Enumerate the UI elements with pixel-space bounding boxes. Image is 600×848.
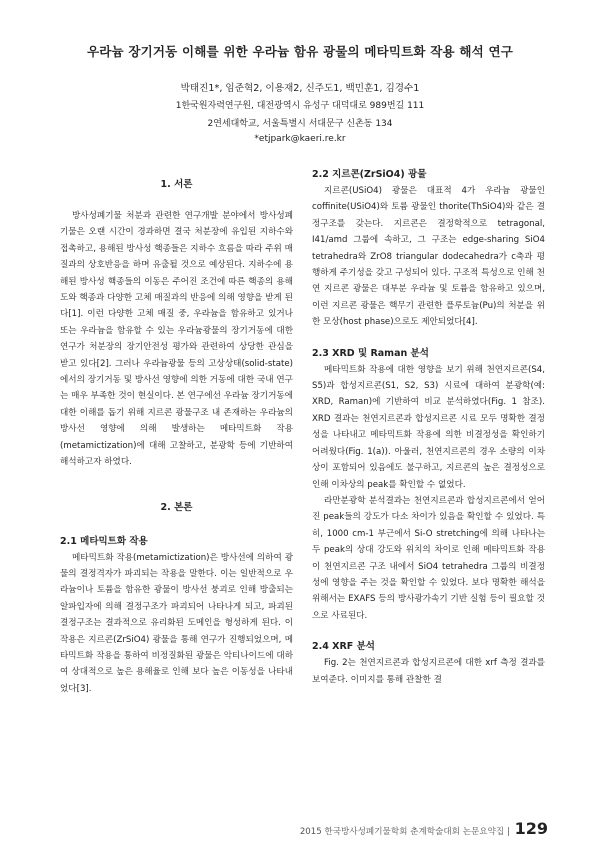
section-2-2-text: 지르콘(USiO4) 광물은 대표적 4가 우라늄 광물인 coffinite(USiO4)와 토륨 광물인 thorite(ThSiO4)와 같은 결정구조를 갖는다. 지르콘은 결정학적으로 tetragonal, I41/amd 그룹에 속하고, 그 구조는 edge-sharing SiO4 tetrahedra와 ZrO8 triangular dodecahedra가 c축과 평행하게 주기성을 갖고 구성되어 있다. 구조적 특성으로 인해 천연 지르콘 광물은 대부분 우라늄 및 토륨을 함유하고 있으며, 이런 지르콘 광물은 핵무기 관련한 플루토늄(Pu)의 처분을 위한 모상(host phase)으로도 제안되었다[4]. — [312, 186, 545, 328]
section-2-4-text: Fig. 2는 천연지르콘과 합성지르콘에 대한 xrf 측정 결과를 보여준다. 이미지를 통해 관찰한 결 — [312, 658, 545, 685]
left-column — [60, 176, 293, 697]
section-2-3-text-2: 라만분광학 분석결과는 천연지르콘과 합성지르콘에서 얻어진 peak들의 강도가 다소 차이가 있음을 확인할 수 있었다. 특히, 1000 cm-1 부근에서 Si-O stretching에 의해 나타나는 두 peak의 상대 강도와 위치의 차이로 인해 메타믹트화 작용이 천연지르콘 구조 내에서 SiO4 tetrahedra 그룹의 비결정성에 영향을 주는 것을 확인할 수 있었다. 보다 명확한 해석을 위해서는 EXAFS 등의 방사광가속기 기반 실험 등이 필요할 것으로 사료된다. — [312, 495, 545, 621]
section-2-3-text-1: 메타믹트화 작용에 대한 영향을 보기 위해 천연지르콘(S4, S5)과 합성지르콘(S1, S2, S3) 시료에 대하여 분광학(예: XRD, Raman)에 기반하여 비교 분석하였다(Fig. 1 참조). XRD 결과는 천연지르콘과 합성지르콘 시료 모두 명확한 결정성을 나타내고 메타믹트화 작용에 의한 비결정성을 확인하기 어려웠다(Fig. 1(a)). 아울러, 천연지르콘의 경우 소량의 이차상이 포함되어 있음에도 불구하고, 지르콘의 높은 결정성으로 인해 이차상의 peak를 확인할 수 없었다. — [312, 364, 545, 490]
footer-proceedings: 2015 한국방사성폐기물학회 춘계학술대회 논문요약집 — [299, 827, 505, 837]
page-footer — [300, 819, 548, 838]
affiliation-1: 1한국원자력연구원, 대전광역시 유성구 대덕대로 989번길 111 — [175, 101, 425, 111]
footer-separator: | — [506, 827, 510, 837]
page-number: 129 — [514, 819, 548, 838]
author-list: 박태진1*, 임준혁2, 이용재2, 신주도1, 백민훈1, 김경수1 — [180, 83, 420, 94]
section-body-title: 2. 본론 — [160, 501, 193, 513]
corresponding-email: *etjpark@kaeri.re.kr — [254, 134, 346, 144]
section-intro-title: 1. 서론 — [160, 179, 193, 190]
section-2-1-title: 2.1 메타믹트화 작용 — [60, 535, 148, 547]
section-intro-text: 방사성폐기물 처분과 관련한 연구개발 분야에서 방사성폐기물은 오랜 시간이 경과하면 결국 처분장에 유입된 지하수와 접촉하고, 용해된 방사성 핵종들은 지하수 흐름을 따라 주위 매질과의 상호반응을 하며 유출될 것으로 예상된다. 지하수에 용해된 방사성 핵종들의 이동은 주어진 조건에 따른 핵종의 용해도와 핵종과 다양한 고체 매질과의 반응에 의해 영향을 받게 된다[1]. 이런 다양한 고체 매질 중, 우라늄을 함유하고 있거나 또는 우라늄을 함유할 수 있는 우라늄광물의 장기거동에 대한 연구가 처분장의 장기안전성 평가와 관련하여 상당한 관심을 받고 있다[2]. 그러나 우라늄광물 등의 고상상태(solid-state)에서의 장기거동 및 방사선 영향에 의한 거동에 대한 국내 연구는 매우 부족한 것이 현실이다. 본 연구에선 우라늄 장기거동에 대한 이해를 돕기 위해 지르콘 광물구조 내 존재하는 우라늄의 방사선 영향에 의해 발생하는 메타믹트화 작용(metamictization)에 대해 고찰하고, 분광학 등에 기반하여 해석하고자 하였다. — [60, 211, 293, 468]
paper-title: 우라늄 장기거동 이해를 위한 우라늄 함유 광물의 메타믹트화 작용 해석 연구 — [86, 44, 514, 59]
right-column — [312, 166, 545, 688]
section-2-3-title: 2.3 XRD 및 Raman 분석 — [312, 347, 429, 359]
affiliation-2: 2연세대학교, 서울특별시 서대문구 신촌동 134 — [207, 119, 393, 129]
section-2-4-title: 2.4 XRF 분석 — [312, 641, 375, 653]
section-2-2-title: 2.2 지르콘(ZrSiO4) 광물 — [312, 169, 427, 180]
section-2-1-text: 메타믹트화 작용(metamictization)은 방사선에 의하여 광물의 결정격자가 파괴되는 작용을 말한다. 이는 일반적으로 우라늄이나 토륨을 함유한 광물이 방사선 붕괴로 인해 방출되는 알파입자에 의해 결정구조가 파괴되어 나타나게 되고, 파괴된 결정구조는 결과적으로 유리화된 도메인을 형성하게 된다. 이 작용은 지르콘(ZrSiO4) 광물을 통해 연구가 진행되었으며, 메타믹트화 작용을 통하여 비정질화된 광물은 악티나이드에 대하여 상대적으로 높은 용해율로 인해 보다 높은 이동성을 나타내었다[3]. — [60, 552, 293, 694]
